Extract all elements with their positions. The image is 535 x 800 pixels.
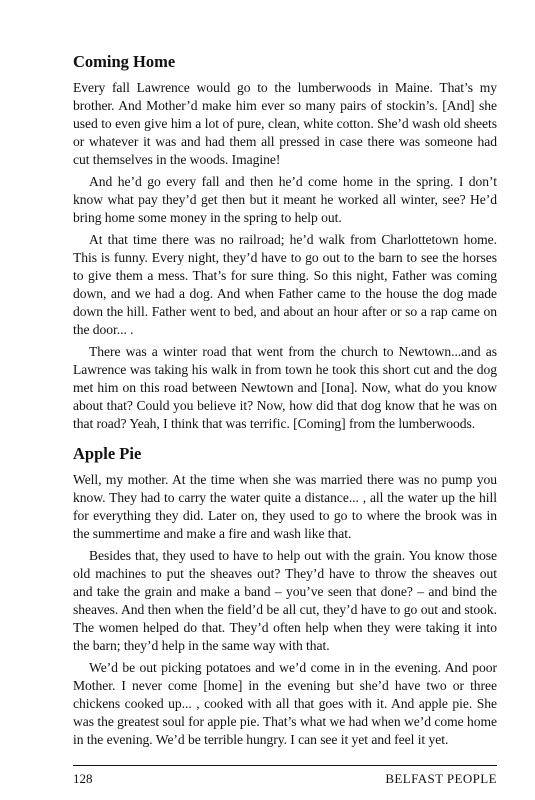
paragraph: We’d be out picking potatoes and we’d come in in the evening. And poor Mother. I never come [home] in the evening but she’d have two or three chickens cooked up... , cooked with all that goes with it. And apple pie. She was the greatest soul for apple pie. That’s what we had when we’d come home in the evening. We’d be terrible hungry. I can see it yet and feel it yet. xyxy=(73,660,497,747)
paragraph: And he’d go every fall and then he’d come home in the spring. I don’t know what pay they’d get then but it meant he worked all winter, see? He’d bring home some money in the spring to help out. xyxy=(73,174,497,225)
paragraph: There was a winter road that went from the church to Newtown...and as Lawrence was taking his walk in from town he took this short cut and the dog met him on this road between Newtown and [Iona]. Now, what do you know about that? Could you believe it? Now, how did that dog know that he was on that road? Yeah, I think that was terrific. [Coming] from the lumberwoods. xyxy=(73,344,497,431)
paragraph: Besides that, they used to have to help out with the grain. You know those old machines to put the sheaves out? They’d have to throw the sheaves out and take the grain and make a band – you’ve seen that done? – and bind the sheaves. And then when the field’d be all cut, they’d have to go out and stook. The women helped do that. They’d often help when they were taking it into the barn; they’d help in the same way with that. xyxy=(73,548,497,653)
section-coming-home xyxy=(73,52,497,433)
paragraph: At that time there was no railroad; he’d walk from Charlottetown home. This is funny. Every night, they’d have to go out to the barn to see the horses to give them a mess. That’s for sure thing. So this night, Father was coming down, and we had a dog. And when Father came to the house the dog made down the hill. Father went to bed, and about an hour after or so a rap came on the door... . xyxy=(73,232,497,337)
page-number: 128 xyxy=(73,771,93,786)
paragraph: Every fall Lawrence would go to the lumberwoods in Maine. That’s my brother. And Mother’d make him ever so many pairs of stockin’s. [And] she used to even give him a lot of pure, clean, white cotton. She’d wash old sheets or whatever it was and had them all pressed in case there was someone had cut themselves in the woods. Imagine! xyxy=(73,80,497,167)
page-body xyxy=(73,52,497,753)
section-apple-pie xyxy=(73,444,497,749)
section-heading: Apple Pie xyxy=(73,444,142,463)
footer-divider xyxy=(73,765,497,766)
section-heading: Coming Home xyxy=(73,52,176,71)
page-footer xyxy=(73,771,497,787)
paragraph: Well, my mother. At the time when she was married there was no pump you know. They had to carry the water quite a distance... , all the water up the hill for everything they did. Later on, they used to go to where the brook was in the summertime and make a fire and wash like that. xyxy=(73,472,497,541)
running-title: BELFAST PEOPLE xyxy=(385,771,497,786)
